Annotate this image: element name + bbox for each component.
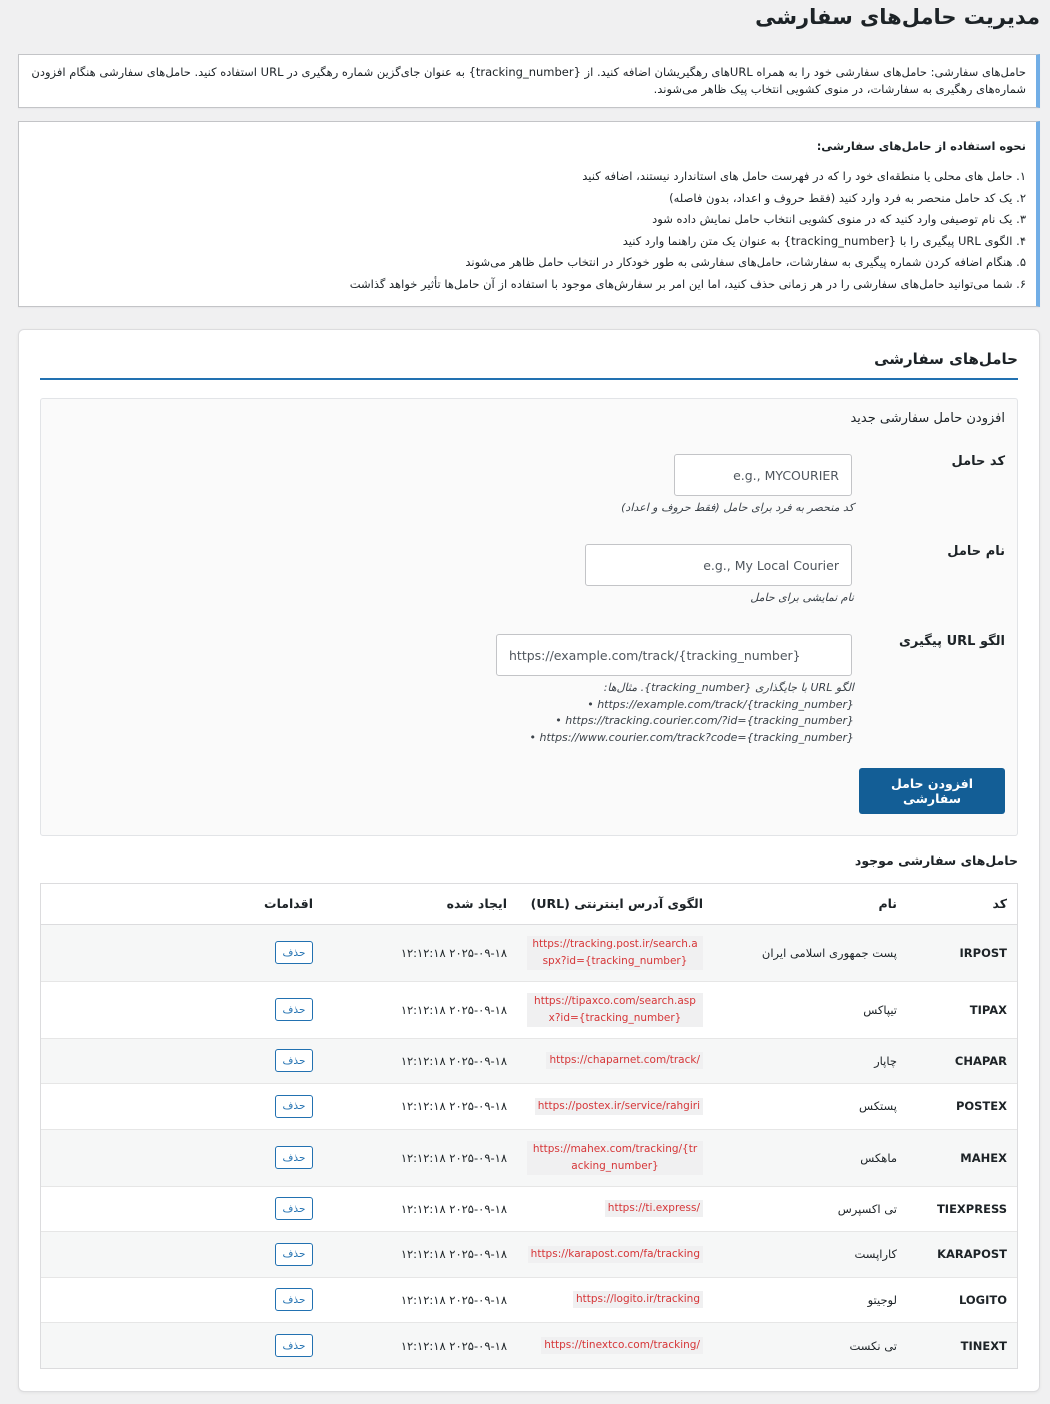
carrier-name: ماهکس [860,1150,897,1165]
column-header-name: نام [713,884,907,924]
card-title: حامل‌های سفارشی [874,350,1018,368]
intro-notice [18,54,1040,108]
howto-notice [18,121,1040,307]
carrier-code: TIPAX [969,1002,1007,1017]
carrier-name-label: نام حامل [947,544,1005,559]
carrier-created: ۲۰۲۵-۰۹-۱۸ ۱۲:۱۲:۱۸ [400,945,507,960]
carrier-code: CHAPAR [954,1053,1007,1068]
delete-button[interactable]: حذف [275,1049,313,1072]
howto-step: ۴. الگوی URL پیگیری را با {tracking_number} به عنوان یک متن راهنما وارد کنید [622,233,1026,248]
table-row [41,924,1017,981]
carrier-created: ۲۰۲۵-۰۹-۱۸ ۱۲:۱۲:۱۸ [400,1292,507,1307]
table-header-row [41,884,1017,924]
column-header-actions: اقدامات [41,884,323,924]
table-row [41,1084,1017,1130]
carrier-name: تی نکست [849,1338,897,1353]
howto-step: ۶. شما می‌توانید حامل‌های سفارشی را در هر زمانی حذف کنید، اما این امر بر سفارش‌های موجود با استفاده از آن حامل‌ها تأثیر خواهد گذاشت [349,276,1026,291]
delete-button[interactable]: حذف [275,941,313,964]
delete-button[interactable]: حذف [275,1288,313,1311]
carrier-name-description: نام نمایشی برای حامل [750,591,854,604]
carrier-url: https://logito.ir/tracking [573,1291,703,1308]
add-form-title: افزودن حامل سفارشی جدید [850,411,1005,426]
table-row [41,1129,1017,1186]
table-row [41,1232,1017,1278]
howto-title: نحوه استفاده از حامل‌های سفارشی: [816,139,1026,153]
delete-button[interactable]: حذف [275,1197,313,1220]
column-header-created: ایجاد شده [323,884,517,924]
delete-button[interactable]: حذف [275,1146,313,1169]
carrier-code: TINEXT [960,1338,1007,1353]
url-examples [529,697,854,747]
url-example: https://example.com/track/{tracking_number} • [529,697,854,714]
carrier-name: چاپار [874,1053,897,1068]
carrier-url: https://tinextco.com/tracking/ [541,1337,703,1354]
carrier-created: ۲۰۲۵-۰۹-۱۸ ۱۲:۱۲:۱۸ [400,1002,507,1017]
carrier-code-input[interactable] [674,454,852,496]
carrier-code-description: کد منحصر به فرد برای حامل (فقط حروف و اعداد) [621,501,854,514]
existing-carriers-title: حامل‌های سفارشی موجود [854,853,1018,868]
carrier-url: https://mahex.com/tracking/{tracking_number} [527,1141,703,1175]
column-header-code: کد [907,884,1017,924]
carrier-created: ۲۰۲۵-۰۹-۱۸ ۱۲:۱۲:۱۸ [400,1338,507,1353]
table-row [41,1277,1017,1323]
url-example: https://www.courier.com/track?code={tracking_number} • [529,730,854,747]
table-row [41,1186,1017,1232]
carrier-code: POSTEX [955,1099,1007,1114]
carrier-url: https://tipaxco.com/search.aspx?id={tracking_number} [527,993,703,1027]
carrier-created: ۲۰۲۵-۰۹-۱۸ ۱۲:۱۲:۱۸ [400,1099,507,1114]
howto-steps [29,168,1026,293]
carrier-name: لوجیتو [867,1292,897,1307]
howto-step: ۲. یک کد حامل منحصر به فرد وارد کنید (فقط حروف و اعداد، بدون فاصله) [669,190,1026,205]
delete-button[interactable]: حذف [275,1334,313,1357]
custom-carriers-card [18,329,1040,1392]
carrier-url: https://postex.ir/service/rahgiri [535,1098,703,1115]
carrier-name: پست جمهوری اسلامی ایران [761,945,897,960]
carrier-code: IRPOST [959,945,1007,960]
howto-step: ۳. یک نام توصیفی وارد کنید که در منوی کشویی انتخاب حامل نمایش داده شود [652,212,1026,226]
carrier-created: ۲۰۲۵-۰۹-۱۸ ۱۲:۱۲:۱۸ [400,1201,507,1216]
carrier-name: تیپاکس [863,1002,897,1017]
intro-notice-text: حامل‌های سفارشی: حامل‌های سفارشی خود را به همراه URLهای رهگیریشان اضافه کنید. از {tracking_number} به عنوان جای‌گزین شماره رهگیری در URL استفاده کنید. حامل‌های سفارشی هنگام افزودن شماره‌های رهگیری به سفارشات، در منوی کشویی انتخاب پیک ظاهر می‌شوند. [31,65,1026,96]
column-header-url: الگوی آدرس اینترنتی (URL) [517,884,713,924]
table-row [41,1323,1017,1369]
tracking-url-label: الگو URL پیگیری [898,634,1005,649]
carrier-created: ۲۰۲۵-۰۹-۱۸ ۱۲:۱۲:۱۸ [400,1247,507,1262]
carrier-code: LOGITO [958,1292,1007,1307]
carrier-name: تی اکسپرس [837,1201,897,1216]
carrier-name-input[interactable] [585,544,852,586]
table-row [41,981,1017,1038]
carrier-created: ۲۰۲۵-۰۹-۱۸ ۱۲:۱۲:۱۸ [400,1150,507,1165]
add-carrier-button[interactable]: افزودن حامل سفارشی [859,768,1005,814]
carrier-name: پستکس [859,1099,897,1114]
carrier-name: کاراپست [854,1247,897,1262]
title-divider [40,378,1018,380]
page-title: مدیریت حامل‌های سفارشی [755,5,1040,29]
carrier-created: ۲۰۲۵-۰۹-۱۸ ۱۲:۱۲:۱۸ [400,1053,507,1068]
table-row [41,1038,1017,1084]
howto-step: ۵. هنگام اضافه کردن شماره پیگیری به سفارشات، حامل‌های سفارشی به طور خودکار در انتخاب حامل ظاهر می‌شوند [465,255,1026,269]
delete-button[interactable]: حذف [275,998,313,1021]
carrier-url: https://karapost.com/fa/tracking [528,1246,703,1263]
carrier-code: TIEXPRESS [936,1201,1007,1216]
carrier-url: https://ti.express/ [605,1200,703,1217]
delete-button[interactable]: حذف [275,1095,313,1118]
carriers-table [40,883,1018,1369]
carrier-code: KARAPOST [937,1247,1007,1262]
url-example: https://tracking.courier.com/?id={tracking_number} • [529,713,854,730]
carrier-code: MAHEX [960,1150,1007,1165]
delete-button[interactable]: حذف [275,1243,313,1266]
carrier-url: https://chaparnet.com/track/ [546,1052,703,1069]
add-carrier-form [40,398,1018,836]
howto-step: ۱. حامل های محلی یا منطقه‌ای خود را که در فهرست حامل های استاندارد نیستند، اضافه کنید [582,169,1026,183]
tracking-url-input[interactable] [496,634,852,676]
carrier-code-label: کد حامل [951,454,1005,469]
url-desc-intro: الگو URL با جایگذاری {tracking_number}. مثال‌ها: [603,681,854,694]
tracking-url-description [529,680,854,746]
carrier-url: https://tracking.post.ir/search.aspx?id={tracking_number} [527,936,703,970]
